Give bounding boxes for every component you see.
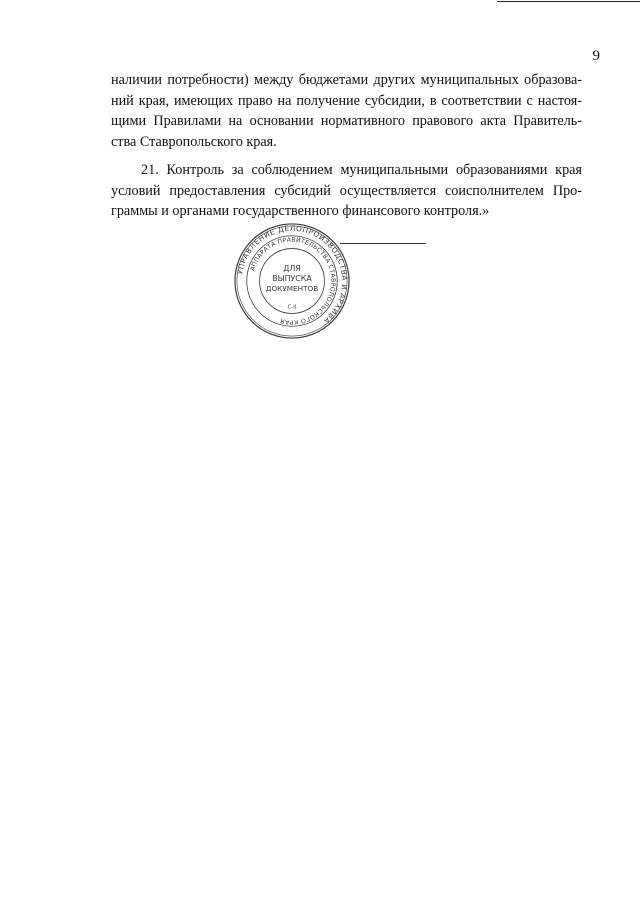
paragraph-2-line: граммы и органами государственного финансового контроля.»: [111, 203, 490, 219]
paragraph-1-line: ства Ставропольского края.: [111, 133, 277, 150]
top-rule: [497, 1, 640, 2]
stamp-center-line-1: ДЛЯ: [283, 264, 301, 274]
page-number: 9: [592, 48, 600, 64]
signature-line: [340, 243, 426, 244]
paragraph-2: [111, 160, 582, 222]
stamp-inner-text: АППАРАТА ПРАВИТЕЛЬСТВА СТАВРОПОЛЬСКОГО КРАЯ: [249, 236, 337, 326]
document-release-stamp: [233, 222, 351, 340]
paragraph-2-line: 21. Контроль за соблюдением муниципальными образованиями края: [141, 162, 582, 178]
stamp-outer-text: УПРАВЛЕНИЕ ДЕЛОПРОИЗВОДСТВА И АРХИВА: [235, 223, 350, 326]
stamp-center-line-3: ДОКУМЕНТОВ: [265, 283, 319, 293]
paragraph-1-line: наличии потребности) между бюджетами других муниципальных образова-: [111, 72, 582, 88]
stamp-center-line-2: ВЫПУСКА: [272, 274, 312, 283]
paragraph-1-line: щими Правилами на основании нормативного правового акта Правитель-: [111, 113, 582, 129]
stamp-code: С-II: [287, 304, 297, 311]
paragraph-1-line: ний края, имеющих право на получение субсидии, в соответствии с настоя-: [111, 92, 582, 109]
paragraph-1: [111, 70, 582, 152]
paragraph-2-line: условий предоставления субсидий осуществляется соисполнителем Про-: [111, 182, 582, 199]
